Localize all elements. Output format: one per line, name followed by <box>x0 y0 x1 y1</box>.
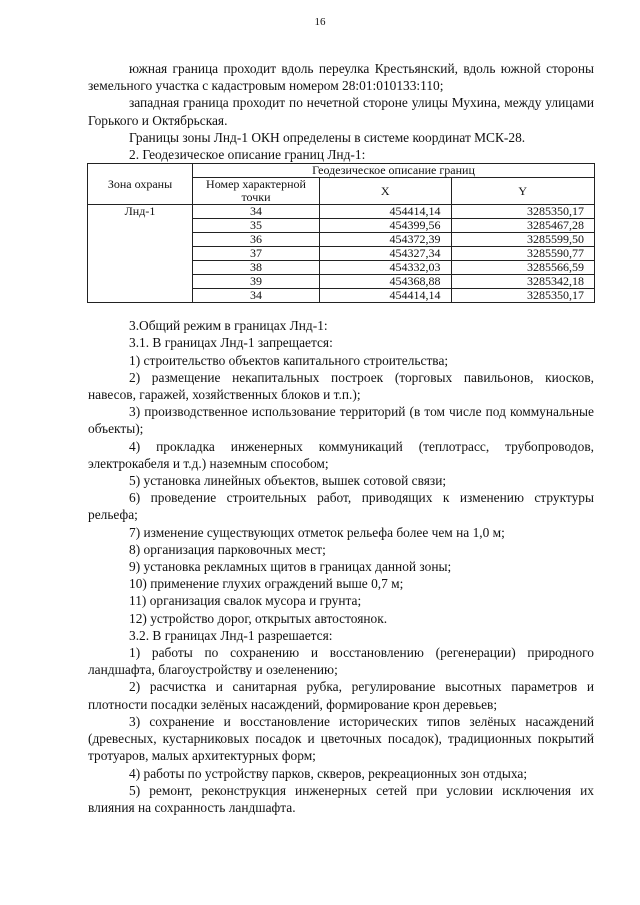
x-coordinate-cell: 454399,56 <box>320 219 452 233</box>
spacer <box>88 303 594 317</box>
prohibited-item: 6) проведение строительных работ, приводящих к изменению структуры рельефа; <box>88 490 594 523</box>
point-number-cell: 35 <box>193 219 320 233</box>
zone-name-cell: Лнд-1 <box>88 205 193 303</box>
paragraph-coordinate-system: Границы зоны Лнд-1 ОКН определены в системе координат МСК-28. <box>129 129 526 145</box>
y-coordinate-cell: 3285350,17 <box>451 205 594 219</box>
permitted-item: 1) работы по сохранению и восстановлению (регенерации) природного ландшафта, благоустройству и озеленению; <box>88 645 594 678</box>
prohibited-item: 1) строительство объектов капитального строительства; <box>129 352 449 368</box>
heading-permitted: 3.2. В границах Лнд-1 разрешается: <box>129 627 333 643</box>
prohibited-item: 11) организация свалок мусора и грунта; <box>129 593 362 609</box>
y-coordinate-cell: 3285566,59 <box>451 261 594 275</box>
y-coordinate-cell: 3285599,50 <box>451 233 594 247</box>
geodesic-boundary-table <box>87 163 595 303</box>
page-number: 16 <box>314 16 326 28</box>
point-number-cell: 37 <box>193 247 320 261</box>
x-coordinate-cell: 454414,14 <box>320 289 452 303</box>
point-number-cell: 34 <box>193 289 320 303</box>
prohibited-item: 8) организация парковочных мест; <box>129 541 326 557</box>
permitted-item: 2) расчистка и санитарная рубка, регулирование высотных параметров и плотности посадки зелёных насаждений, формирование крон деревьев; <box>88 679 594 712</box>
prohibited-item: 2) размещение некапитальных построек (торговых павильонов, киосков, навесов, гаражей, хозяйственных блоков и т.п.); <box>88 369 594 403</box>
y-column-header: Y <box>451 178 594 205</box>
y-coordinate-cell: 3285342,18 <box>451 275 594 289</box>
y-coordinate-cell: 3285350,17 <box>451 289 594 303</box>
permitted-item: 5) ремонт, реконструкция инженерных сетей при условии исключения их влияния на сохранность ландшафта. <box>88 782 594 815</box>
point-number-cell: 36 <box>193 233 320 247</box>
prohibited-item: 3) производственное использование территорий (в том числе под коммунальные объекты); <box>88 404 594 437</box>
x-coordinate-cell: 454372,39 <box>320 233 452 247</box>
x-coordinate-cell: 454327,34 <box>320 247 452 261</box>
y-coordinate-cell: 3285467,28 <box>451 219 594 233</box>
table-header-row <box>88 164 595 178</box>
prohibited-item: 5) установка линейных объектов, вышек сотовой связи; <box>129 473 447 489</box>
x-coordinate-cell: 454332,03 <box>320 261 452 275</box>
paragraph-west-border: западная граница проходит по нечетной стороне улицы Мухина, между улицами Горького и Октябрьская. <box>88 95 594 128</box>
point-number-header: Номер характерной точки <box>193 178 320 205</box>
x-column-header: X <box>320 178 452 205</box>
table-row <box>88 205 595 219</box>
point-number-cell: 34 <box>193 205 320 219</box>
prohibited-item: 4) прокладка инженерных коммуникаций (теплотрасс, трубопроводов, электрокабеля и т.д.) наземным способом; <box>88 438 594 471</box>
prohibited-item: 10) применение глухих ограждений выше 0,7 м; <box>129 576 404 592</box>
point-number-cell: 38 <box>193 261 320 275</box>
heading-prohibited: 3.1. В границах Лнд-1 запрещается: <box>129 335 333 351</box>
x-coordinate-cell: 454414,14 <box>320 205 452 219</box>
document-body <box>88 60 594 816</box>
paragraph-geodesic-heading: 2. Геодезическое описание границ Лнд-1: <box>129 147 366 163</box>
heading-general-regime: 3.Общий режим в границах Лнд-1: <box>129 318 328 334</box>
y-coordinate-cell: 3285590,77 <box>451 247 594 261</box>
paragraph-south-border: южная граница проходит вдоль переулка Крестьянский, вдоль южной стороны земельного участка с кадастровым номером 28:01:010133:110; <box>88 61 594 94</box>
geodesic-description-header: Геодезическое описание границ <box>193 164 595 178</box>
permitted-item: 4) работы по устройству парков, скверов, рекреационных зон отдыха; <box>129 765 528 781</box>
prohibited-item: 7) изменение существующих отметок рельефа более чем на 1,0 м; <box>129 524 505 540</box>
point-number-cell: 39 <box>193 275 320 289</box>
x-coordinate-cell: 454368,88 <box>320 275 452 289</box>
prohibited-item: 12) устройство дорог, открытых автостоянок. <box>129 610 388 626</box>
prohibited-item: 9) установка рекламных щитов в границах данной зоны; <box>129 559 452 575</box>
permitted-item: 3) сохранение и восстановление исторических типов зелёных насаждений (древесных, кустарниковых посадок и цветочных посадок), традиционных покрытий тротуаров, малых архитектурных форм; <box>88 713 594 764</box>
zone-column-header: Зона охраны <box>88 164 193 205</box>
